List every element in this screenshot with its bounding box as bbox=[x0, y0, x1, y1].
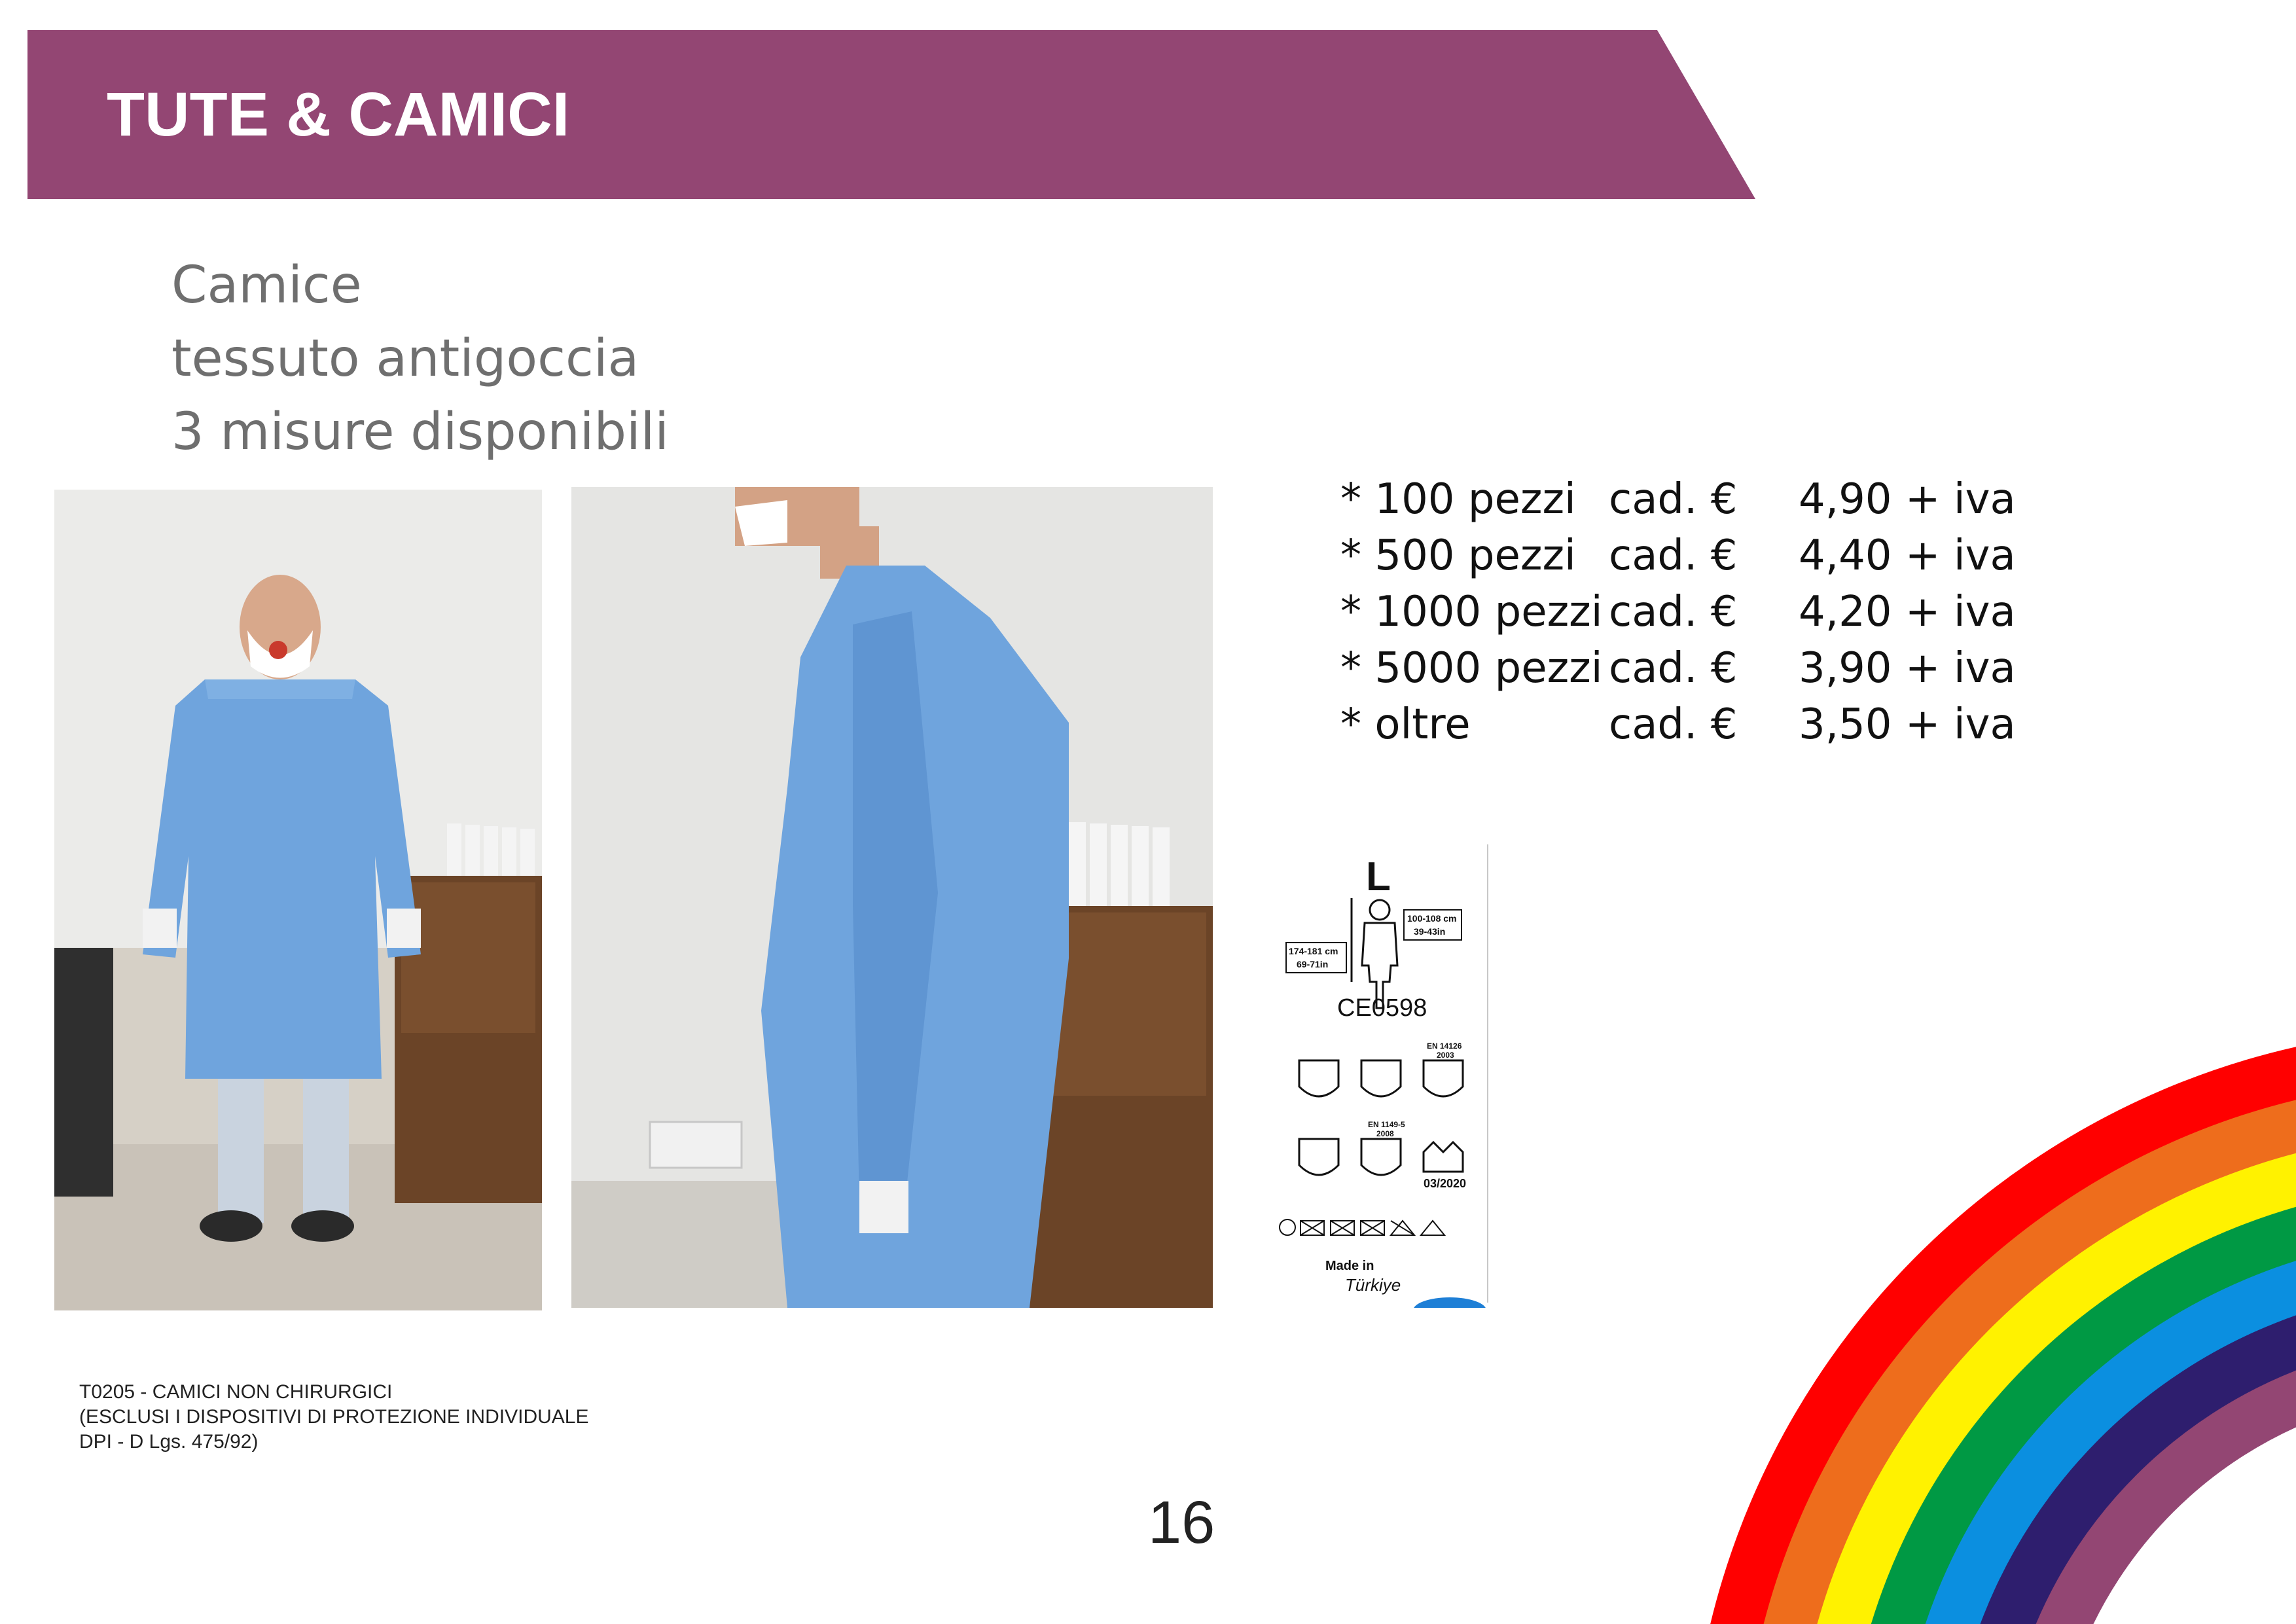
label-chest: 100-108 cm bbox=[1407, 913, 1457, 924]
product-photo-side bbox=[571, 487, 1213, 1308]
product-photo-front bbox=[54, 490, 542, 1310]
product-material: tessuto antigoccia bbox=[171, 329, 639, 388]
price-quantity: * 1000 pezzi bbox=[1340, 588, 1603, 636]
product-sizes: 3 misure disponibili bbox=[171, 403, 669, 461]
price-unit: cad. € bbox=[1609, 475, 1738, 524]
product-description bbox=[171, 249, 669, 469]
footnote bbox=[79, 1380, 588, 1454]
label-chest-in: 39-43in bbox=[1414, 926, 1446, 937]
label-size: L bbox=[1366, 854, 1391, 899]
product-name: Camice bbox=[171, 256, 362, 315]
footnote-line: T0205 - CAMICI NON CHIRURGICI bbox=[79, 1381, 393, 1403]
manufacture-date: 03/2020 bbox=[1424, 1177, 1467, 1190]
price-value: 4,40 + iva bbox=[1799, 532, 2016, 580]
label-height: 174-181 cm bbox=[1289, 946, 1338, 956]
price-unit: cad. € bbox=[1609, 588, 1738, 636]
price-value: 3,50 + iva bbox=[1799, 700, 2016, 749]
made-in-label: Made in bbox=[1325, 1259, 1374, 1273]
price-unit: cad. € bbox=[1609, 700, 1738, 749]
standard-en1149: EN 1149-5 bbox=[1368, 1120, 1405, 1129]
price-quantity: * 100 pezzi bbox=[1340, 475, 1576, 524]
price-quantity: * 5000 pezzi bbox=[1340, 644, 1603, 693]
country-of-origin: Türkiye bbox=[1345, 1275, 1401, 1295]
rainbow-decoration bbox=[1702, 936, 2296, 1624]
price-value: 4,90 + iva bbox=[1799, 475, 2016, 524]
garment-label bbox=[1273, 844, 1493, 1308]
page-title: TUTE & CAMICI bbox=[107, 80, 570, 149]
standard-en1149-year: 2008 bbox=[1376, 1129, 1394, 1138]
ce-mark: CE0598 bbox=[1337, 994, 1427, 1022]
price-value: 4,20 + iva bbox=[1799, 588, 2016, 636]
standard-en14126-year: 2003 bbox=[1437, 1051, 1454, 1060]
label-height-in: 69-71in bbox=[1297, 959, 1329, 969]
price-unit: cad. € bbox=[1609, 644, 1738, 693]
price-unit: cad. € bbox=[1609, 532, 1738, 580]
price-quantity: * oltre bbox=[1340, 700, 1471, 749]
price-value: 3,90 + iva bbox=[1799, 644, 2016, 693]
price-quantity: * 500 pezzi bbox=[1340, 532, 1576, 580]
footnote-line: (ESCLUSI I DISPOSITIVI DI PROTEZIONE INDIVIDUALE bbox=[79, 1406, 589, 1428]
page-number: 16 bbox=[1148, 1489, 1215, 1556]
standard-en14126: EN 14126 bbox=[1427, 1041, 1462, 1051]
footnote-line: DPI - D Lgs. 475/92) bbox=[79, 1431, 259, 1453]
